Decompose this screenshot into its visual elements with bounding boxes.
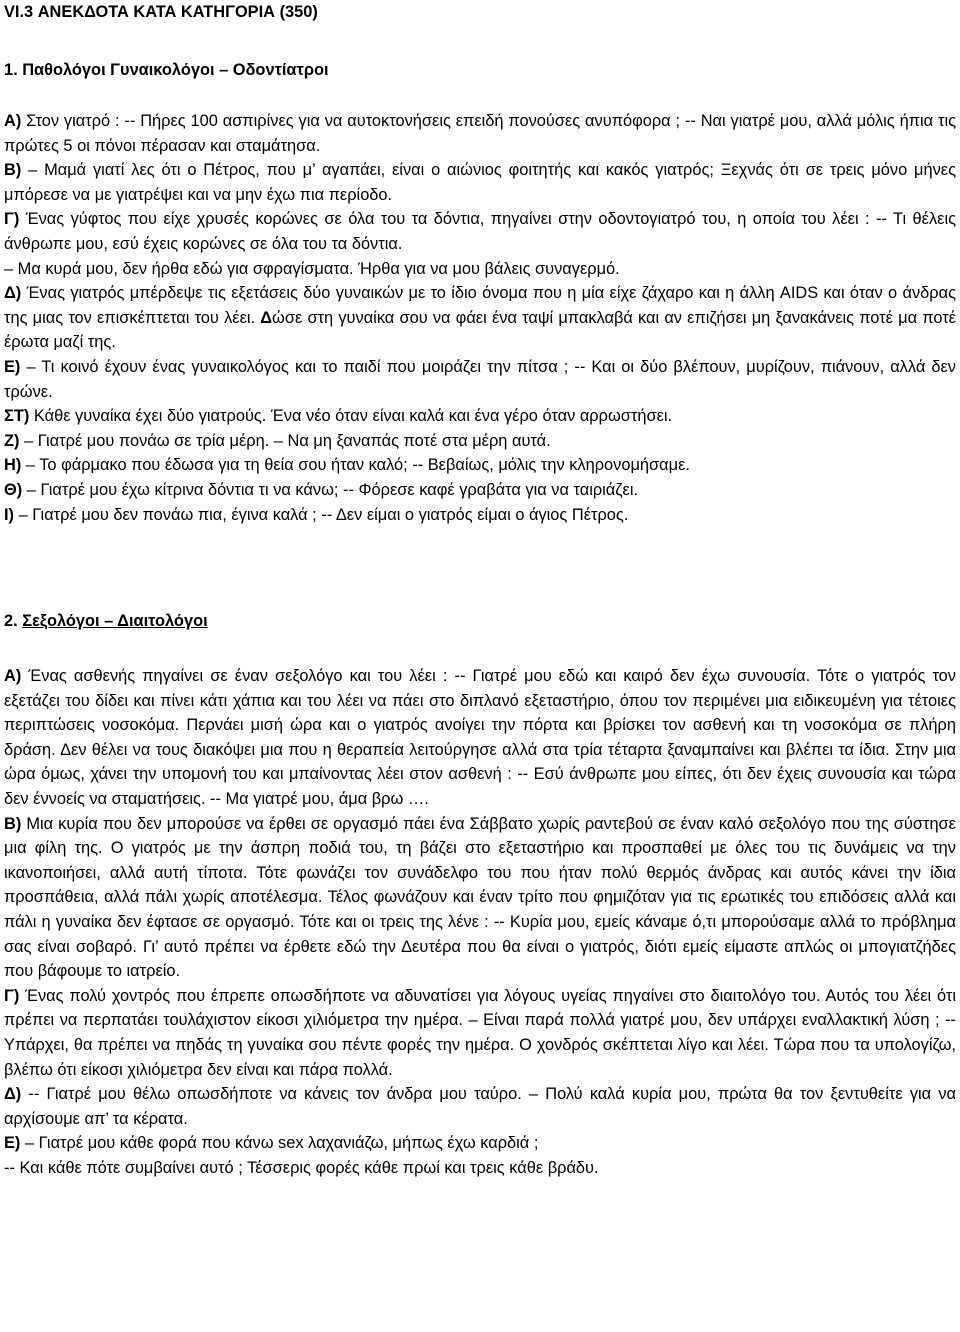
section-2-title: Σεξολόγοι – Διαιτολόγοι [22, 612, 208, 630]
anecdote-label: Δ) [4, 1085, 22, 1104]
anecdote-1th [4, 478, 956, 503]
anecdote-1st [4, 404, 956, 429]
anecdote-label: Β) [4, 161, 22, 180]
anecdote-text: – Γιατρέ μου έχω κίτρινα δόντια τι να κάνω; -- Φόρεσε καφέ γραβάτα για να ταιριάζει. [22, 480, 639, 499]
anecdote-label: Β) [4, 814, 22, 833]
anecdote-label: Ι) [4, 505, 15, 524]
anecdote-text: – Γιατρέ μου δεν πονάω πια, έγινα καλά ; -- Δεν είμαι ο γιατρός είμαι ο άγιος Πέτρος. [14, 505, 629, 524]
anecdote-label: Α) [4, 667, 22, 685]
anecdote-label: Γ) [4, 986, 20, 1005]
anecdote-text: Ένας πολύ χοντρός που έπρεπε οπωσδήποτε να αδυνατίσει για λόγους υγείας πηγαίνει στο διαιτολόγο του. Αυτός του λέει ότι πρέπει να περπατάει τουλάχιστον είκοσι χιλιόμετρα την ημέρα. – Είναι παρά πολλά γιατρέ μου, δεν υπάρχει εναλλακτική λύση ; -- Υπάρχει, θα πρέπει να πηδάς τη γυναίκα σου πέντε φορές την ημέρα. Ο χονδρός σκέπτεται λίγο και λέει. Τώρα που τα υπολογίζω, βλέπω ότι είκοσι χιλιόμετρα δεν είναι και πάρα πολλά. [4, 986, 956, 1079]
anecdote-2e [4, 1131, 956, 1156]
anecdote-1a [4, 109, 956, 158]
anecdote-text: Ένας ασθενής πηγαίνει σε έναν σεξολόγο και του λέει : -- Γιατρέ μου εδώ και καιρό δεν έχω συνουσία. Τότε ο γιατρός τον εξετάζει του δίδει και πίνει κάτι χάπια και του λέει να πάει στο διπλανό εξεταστήριο, όπου τον περιμένει μια ειδικευμένη για τέτοιες περιπτώσεις νοσοκόμα. Περνάει μισή ώρα και ο γιατρός ανοίγει την πόρτα και βρίσκει τον ασθενή και τη νοσοκόμα σε πλήρη δράση. Δεν θέλει να τους διακόψει μια που η θεραπεία λειτούργησε αλλά στα τρία τέταρτα ξαναμπαίνει και βλέπει τα ίδια. Στην μια ώρα όμως, χάνει την υπομονή του και μπαίνοντας λέει στον ασθενή : -- Εσύ άνθρωπε μου είπες, ότι δεν έχεις συνουσία και τώρα δεν έννοείς να σταματήσεις. -- Μα γιατρέ μου, άμα βρω …. [4, 667, 956, 808]
anecdote-text: – Γιατρέ μου πονάω σε τρία μέρη. – Να μη ξαναπάς ποτέ στα μέρη αυτά. [19, 431, 551, 450]
anecdote-text: Κάθε γυναίκα έχει δύο γιατρούς. Ένα νέο όταν είναι καλά και ένα γέρο όταν αρρωστήσει. [29, 407, 673, 426]
section-2-body [4, 664, 956, 1180]
anecdote-text: – Γιατρέ μου κάθε φορά που κάνω sex λαχανιάζω, μήπως έχω καρδιά ; [20, 1134, 539, 1153]
section-2-number: 2. [4, 612, 23, 630]
anecdote-label: Δ) [4, 284, 22, 303]
anecdote-2b [4, 812, 956, 984]
anecdote-1z [4, 429, 956, 454]
anecdote-text: Μια κυρία που δεν μπορούσε να έρθει σε οργασμό πάει ένα Σάββατο χωρίς ραντεβού σε έναν καλό σεξολόγο που της σύστησε μια φίλη της. Ο γιατρός με την άσπρη ποδιά του, τη βάζει στο εξεταστήριο και προσπαθεί με όλες του τις δυνάμεις να την ικανοποιήσει, αλλά αυτή τίποτα. Τότε φωνάζει τον συνάδελφο του που ήταν πολύ θερμός άνδρας και αυτός κάνει την ίδια προσπάθεια, αλλά πάλι χωρίς αποτέλεσμα. Τέλος φωνάζουν και έναν τρίτο που φημιζόταν για τις ερωτικές του επιδόσεις αλλά και πάλι η γυναίκα δεν έφτασε σε οργασμό. Τότε και οι τρεις της λένε : -- Κυρία μου, εμείς κάναμε ό,τι μπορούσαμε αλλά το πρόβλημα σας είναι σοβαρό. Γι’ αυτό πρέπει να έρθετε εδώ την Δευτέρα που θα είναι ο γιατρός, διότι εμείς είμαστε απλώς οι μπογιατζήδες που βάφουμε το ιατρείο. [4, 814, 956, 981]
anecdote-1c [4, 207, 956, 256]
anecdote-label: Ε) [4, 1134, 21, 1153]
anecdote-1d [4, 281, 956, 355]
anecdote-text: – Μαμά γιατί λες ότι ο Πέτρος, που μ’ αγαπάει, είναι ο αιώνιος φοιτητής και κακός γιατρός; Ξεχνάς ότι σε τρεις μόνο μήνες μπόρεσε να με γιατρέψει και να μην έχω πια περίοδο. [4, 161, 956, 204]
anecdote-1i [4, 503, 956, 528]
anecdote-label: ΣΤ) [4, 407, 30, 426]
anecdote-2d [4, 1082, 956, 1131]
anecdote-text: Στον γιατρό : -- Πήρες 100 ασπιρίνες για να αυτοκτονήσεις επειδή πονούσες ανυπόφορα ; -- Ναι γιατρέ μου, αλλά μόλις ήπια τις πρώτες 5 οι πόνοι πέρασαν και σταμάτησα. [4, 112, 956, 155]
section-1-body [4, 109, 956, 527]
anecdote-2c [4, 984, 956, 1082]
anecdote-text: – Το φάρμακο που έδωσα για τη θεία σου ήταν καλό; -- Βεβαίως, μόλις την κληρονομήσαμε. [21, 456, 690, 475]
anecdote-text: – Τι κοινό έχουν ένας γυναικολόγος και το παιδί που μοιράζει την πίτσα ; -- Και οι δύο βλέπουν, μυρίζουν, πιάνουν, αλλά δεν τρώνε. [4, 357, 956, 401]
anecdote-text: ώσε στη γυναίκα σου να φάει ένα ταψί μπακλαβά και αν επιζήσει μη ξανακάνεις ποτέ μα ποτέ έρωτα μαζί της. [4, 308, 956, 352]
anecdote-text: -- Γιατρέ μου θέλω οπωσδήποτε να κάνεις τον άνδρα μου ταύρο. – Πολύ καλά κυρία μου, πρώτα θα τον ξεντυθείτε για να αρχίσουμε απ’ τα κέρατα. [4, 1085, 956, 1128]
anecdote-1b [4, 158, 956, 207]
anecdote-label: Γ) [4, 210, 20, 229]
anecdote-text: Ένας γύφτος που είχε χρυσές κορώνες σε όλα του τα δόντια, πηγαίνει στην οδοντογιατρό του, η οποία του λέει : -- Τι θέλεις άνθρωπε μου, εσύ έχεις κορώνες σε όλα του τα δόντια. [4, 210, 956, 253]
anecdote-label: Ζ) [4, 431, 20, 450]
anecdote-1h [4, 453, 956, 478]
anecdote-2a [4, 664, 956, 812]
anecdote-text: – Μα κυρά μου, δεν ήρθα εδώ για σφραγίσματα. Ήρθα για να μου βάλεις συναγερμό. [4, 259, 620, 278]
anecdote-2e-reply [4, 1156, 956, 1181]
section-2-heading [4, 609, 208, 634]
anecdote-text: Ένας γιατρός μπέρδεψε τις εξετάσεις δύο γυναικών με το ίδιο όνομα που η μία είχε ζάχαρο και η άλλη AIDS και όταν ο άνδρας της μιας τον επισκέπτεται του λέει. [4, 284, 956, 327]
section-1-heading: 1. Παθολόγοι Γυναικολόγοι – Οδοντίατροι [4, 61, 329, 79]
anecdote-1e [4, 355, 956, 404]
page-title: VI.3 ΑΝΕΚΔΟΤΑ ΚΑΤΑ ΚΑΤΗΓΟΡΙΑ (350) [4, 3, 318, 21]
anecdote-label: Ε) [4, 357, 21, 376]
anecdote-label: Α) [4, 112, 22, 130]
anecdote-text: -- Και κάθε πότε συμβαίνει αυτό ; Τέσσερις φορές κάθε πρωί και τρεις κάθε βράδυ. [4, 1158, 599, 1177]
anecdote-label: Θ) [4, 480, 23, 499]
anecdote-label-inline: Δ [260, 308, 273, 327]
anecdote-label: Η) [4, 456, 22, 475]
anecdote-1c-reply [4, 257, 956, 282]
